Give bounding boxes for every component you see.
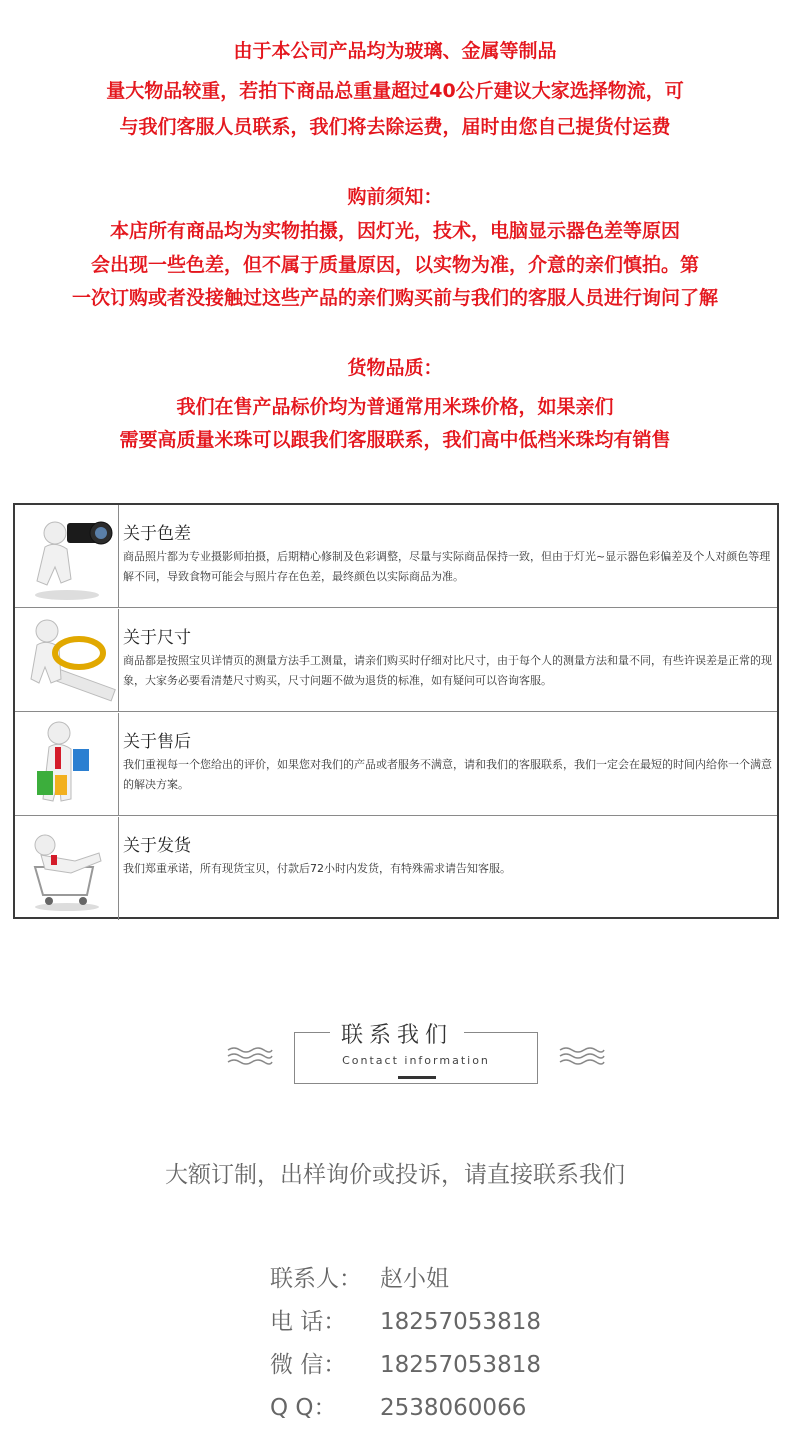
notice-line-3: 与我们客服人员联系，我们将去除运费，届时由您自己提货付运费 <box>119 116 671 138</box>
quality-line-1: 我们在售产品标价均为普通常用米珠价格，如果亲们 <box>176 396 614 418</box>
faq-title: 关于尺寸 <box>123 628 191 648</box>
contact-row-wechat <box>270 1346 541 1379</box>
title-underline <box>398 1076 436 1079</box>
contact-subtitle: Contact information <box>342 1054 490 1067</box>
ruler-figure-icon <box>15 609 119 711</box>
faq-row-size <box>15 609 777 712</box>
quality-heading: 货物品质： <box>347 357 443 379</box>
faq-row-shipping <box>15 817 777 920</box>
contact-label: Q Q： <box>270 1395 337 1421</box>
faq-desc: 商品都是按照宝贝详情页的测量方法手工测量，请亲们购买时仔细对比尺寸，由于每个人的测量方法和量不同，有些许误差是正常的现象，大家务必要看清楚尺寸购买，尺寸问题不做为退货的标准，如有疑问可以咨询客服。 <box>123 654 772 687</box>
contact-intro: 大额订制，出样询价或投诉，请直接联系我们 <box>165 1162 625 1188</box>
contact-label: 电 话： <box>270 1309 347 1335</box>
contact-value: 18257053818 <box>380 1309 541 1335</box>
contact-label: 联系人： <box>270 1266 362 1292</box>
faq-title: 关于色差 <box>123 524 191 544</box>
faq-desc: 商品照片都为专业摄影师拍摄，后期精心修制及色彩调整，尽量与实际商品保持一致，但由于灯光~显示器色彩偏差及个人对颜色等理解不同，导致食物可能会与照片存在色差，最终颜色以实际商品为准。 <box>123 550 771 583</box>
faq-table <box>13 503 779 919</box>
contact-row-phone <box>270 1303 541 1336</box>
faq-title: 关于发货 <box>123 836 191 856</box>
notice-line-1: 由于本公司产品均为玻璃、金属等制品 <box>233 40 557 62</box>
contact-title: 联系我们 <box>330 1018 464 1046</box>
cart-figure-icon <box>15 817 119 920</box>
purchase-notice-line-2: 会出现一些色差，但不属于质量原因，以实物为准，介意的亲们慎拍。第 <box>90 254 699 276</box>
faq-desc: 我们重视每一个您给出的评价，如果您对我们的产品或者服务不满意，请和我们的客服联系，我们一定会在最短的时间内给你一个满意的解决方案。 <box>123 758 772 791</box>
faq-desc: 我们郑重承诺，所有现货宝贝，付款后72小时内发货，有特殊需求请告知客服。 <box>123 862 511 875</box>
contact-value: 赵小姐 <box>380 1266 449 1292</box>
quality-line-2: 需要高质量米珠可以跟我们客服联系，我们高中低档米珠均有销售 <box>119 429 671 451</box>
faq-row-color <box>15 505 777 608</box>
contact-row-qq <box>270 1389 526 1422</box>
contact-label: 微 信： <box>270 1352 347 1378</box>
notice-line-2: 量大物品较重，若拍下商品总重量超过40公斤建议大家选择物流，可 <box>106 80 684 102</box>
purchase-notice-line-3: 一次订购或者没接触过这些产品的亲们购买前与我们的客服人员进行询问了解 <box>71 287 718 309</box>
wave-icon <box>226 1046 274 1066</box>
contact-header <box>0 1010 790 1100</box>
wave-icon <box>558 1046 606 1066</box>
shopping-bags-figure-icon <box>15 713 119 815</box>
contact-value: 18257053818 <box>380 1352 541 1378</box>
contact-value: 2538060066 <box>380 1395 527 1421</box>
purchase-notice-heading: 购前须知： <box>347 186 443 208</box>
camera-figure-icon <box>15 505 119 607</box>
contact-row-person <box>270 1260 449 1293</box>
faq-title: 关于售后 <box>123 732 191 752</box>
purchase-notice-line-1: 本店所有商品均为实物拍摄，因灯光，技术，电脑显示器色差等原因 <box>109 220 680 242</box>
faq-row-aftersale <box>15 713 777 816</box>
